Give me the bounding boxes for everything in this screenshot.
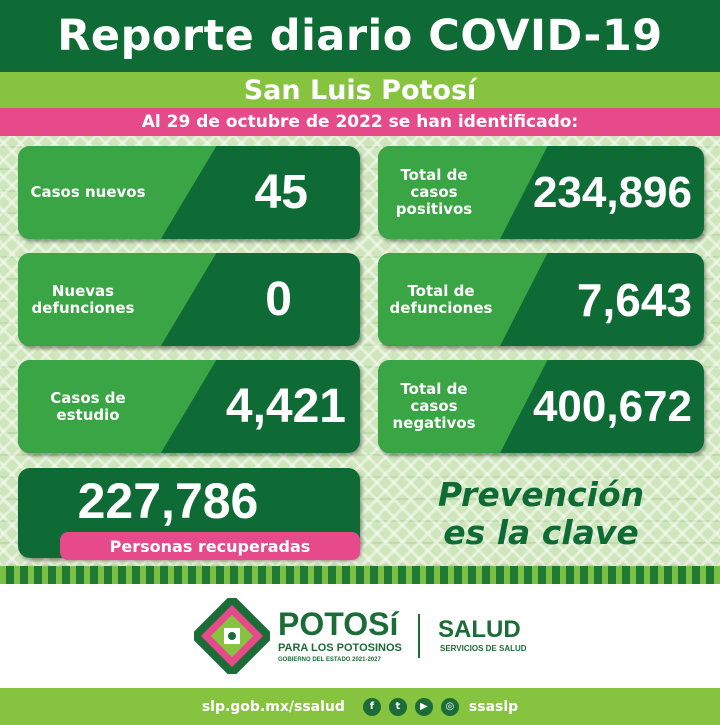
card-value: 0 (265, 273, 292, 326)
recovered-value: 227,786 (77, 473, 259, 529)
title-bar (0, 0, 720, 72)
brand-tagline: PARA LOS POTOSINOS (278, 642, 402, 654)
slogan (378, 476, 704, 552)
brand-government: GOBIERNO DEL ESTADO 2021-2027 (278, 657, 381, 663)
twitter-icon[interactable]: t (389, 698, 407, 716)
card-total-defunciones (378, 253, 704, 346)
slogan-line-2: es la clave (443, 513, 639, 552)
youtube-icon[interactable]: ▶ (415, 698, 433, 716)
card-value: 4,421 (225, 380, 346, 433)
card-casos-estudio (18, 360, 360, 453)
card-value: 7,643 (576, 273, 692, 326)
card-value: 400,672 (532, 381, 692, 431)
card-label: Total de casos positivos (395, 166, 473, 218)
card-label: Total de defunciones (389, 281, 493, 317)
card-label: Nuevas defunciones (31, 281, 135, 317)
card-value: 45 (254, 166, 308, 219)
social-handle[interactable]: ssaslp (468, 698, 519, 715)
card-nuevas-defunciones (18, 253, 360, 346)
card-total-positivos (378, 146, 704, 239)
logo-area (0, 584, 720, 688)
instagram-icon[interactable]: ◎ (441, 698, 459, 716)
card-label: Casos nuevos (30, 183, 146, 201)
website-link[interactable]: slp.gob.mx/ssalud (201, 698, 345, 715)
department-name: SALUD (438, 616, 521, 643)
card-label: Total de casos negativos (392, 380, 476, 432)
logo-divider (418, 614, 420, 658)
decorative-stripe (0, 566, 720, 584)
report-title: Reporte diario COVID-19 (57, 11, 663, 61)
card-label: Casos de estudio (50, 388, 126, 424)
card-casos-nuevos (18, 146, 360, 239)
footer (0, 688, 720, 725)
potosi-emblem-icon (194, 598, 270, 674)
recovered-label: Personas recuperadas (60, 532, 360, 560)
slogan-line-1: Prevención (437, 475, 645, 514)
facebook-icon[interactable]: f (363, 698, 381, 716)
date-line: Al 29 de octubre de 2022 se han identificado: (141, 112, 579, 132)
department-subtitle: SERVICIOS DE SALUD (440, 644, 527, 653)
subtitle-bar (0, 72, 720, 108)
date-bar (0, 108, 720, 136)
brand-name: POTOSí (278, 606, 399, 642)
card-total-negativos (378, 360, 704, 453)
region-name: San Luis Potosí (243, 74, 477, 106)
card-value: 234,896 (532, 167, 692, 217)
